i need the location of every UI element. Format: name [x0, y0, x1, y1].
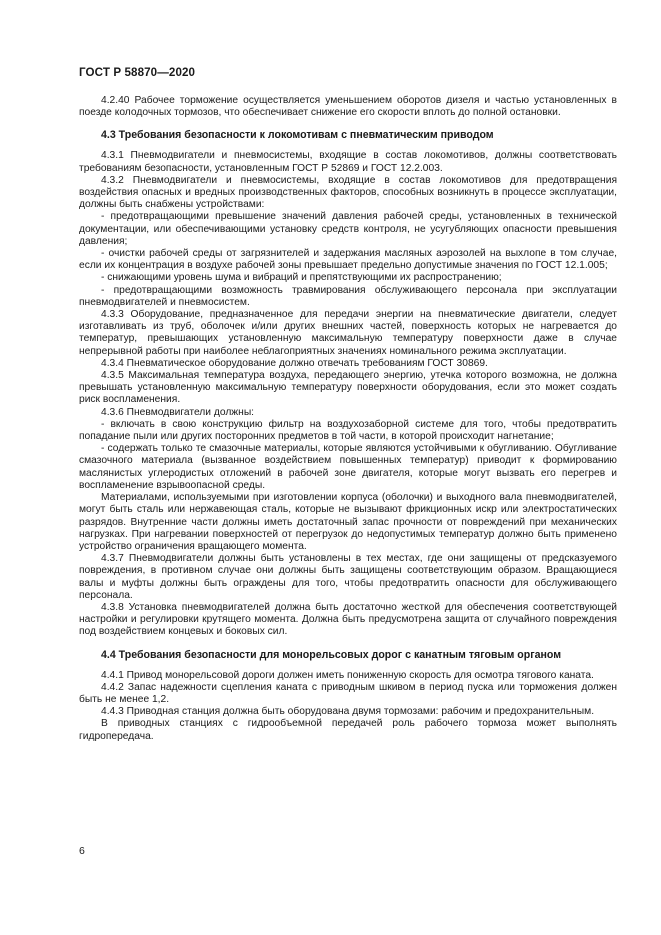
paragraph-4-3-2: 4.3.2 Пневмодвигатели и пневмосистемы, входящие в состав локомотивов для предотвращения воздействия опасных и вредных производственных факторов, способных возникнуть в процессе эксплуатации, должны быть снабжены устройствами:: [79, 174, 617, 211]
list-item: - предотвращающими превышение значений давления рабочей среды, установленных в технической документации, или обеспечивающими установку средств контроля, не усугубляющих опасности превышения давления;: [79, 211, 617, 247]
paragraph-4-3-8: 4.3.8 Установка пневмодвигателей должна быть достаточно жесткой для обеспечения соответствующей настройки и регулировки крутящего момента. Должна быть предусмотрена защита от случайного повреждения под воздействием концевых и боковых сил.: [79, 601, 617, 638]
paragraph-4-4-1: 4.4.1 Привод монорельсовой дороги должен иметь пониженную скорость для осмотра тягового каната.: [101, 669, 594, 681]
paragraph-4-3-7: 4.3.7 Пневмодвигатели должны быть установлены в тех местах, где они защищены от предсказуемого повреждения, в противном случае они должны быть защищены соответствующим образом. Вращающиеся валы и муфты должны быть ограждены для того, чтобы предотвратить опасности для обслуживающего персонала.: [79, 553, 617, 601]
paragraph-hydro: В приводных станциях с гидрообъемной передачей роль рабочего тормоза может выполнять гидропередача.: [79, 718, 617, 742]
section-heading-4-4: 4.4 Требования безопасности для монорельсовых дорог с канатным тяговым органом: [101, 648, 562, 661]
list-item: - содержать только те смазочные материалы, которые являются устойчивыми к обугливанию. Обугливание смазочного материала (вызванное воздействием повышенных температур) приводит к формированию маслянистых углеродистых отложений в рабочей зоне двигателя, которые могут вызвать его перегрев и воспламенение взрывоопасной среды.: [79, 443, 617, 491]
document-header: ГОСТ Р 58870—2020: [79, 66, 196, 79]
document-body: [79, 95, 617, 743]
list-item: - очистки рабочей среды от загрязнителей и задержания масляных аэрозолей на выхлопе в том случае, если их концентрация в воздухе рабочей зоны превышает предельно допустимые значения по ГОСТ 12.1.005;: [79, 248, 617, 272]
list-item: - предотвращающими возможность травмирования обслуживающего персонала при эксплуатации пневмодвигателей и пневмосистем.: [79, 284, 617, 308]
paragraph-4-3-6: 4.3.6 Пневмодвигатели должны:: [101, 406, 255, 418]
paragraph-4-3-5: 4.3.5 Максимальная температура воздуха, передающего энергию, утечка которого возможна, не должна превышать установленную максимальную температуру поверхности оборудования, если это может создать риск воспламенения.: [79, 370, 617, 406]
paragraph-4-3-1: 4.3.1 Пневмодвигатели и пневмосистемы, входящие в состав локомотивов, должны соответствовать требованиям безопасности, установленным ГОСТ Р 52869 и ГОСТ 12.2.003.: [79, 150, 617, 174]
paragraph-4-3-3: 4.3.3 Оборудование, предназначенное для передачи энергии на пневматические двигатели, следует изготавливать из труб, оболочек и/или других внешних частей, поверхность которых не нагревается до температур, превышающих установленную максимальную температуру поверхности даже в случае непрерывной работы при наиболее неблагоприятных значениях номинального режима эксплуатации.: [79, 309, 617, 357]
section-heading-4-3: 4.3 Требования безопасности к локомотивам с пневматическим приводом: [101, 129, 494, 142]
paragraph-materials: Материалами, используемыми при изготовлении корпуса (оболочки) и выходного вала пневмодвигателей, могут быть сталь или нержавеющая сталь, которые не вызывают фрикционных искр или электростатических разрядов. Внутренние части должны иметь достаточный запас прочности от повреждений при механических нагрузках. При нагревании поверхностей от перегрузок до недопустимых температур должно быть применено устройство ограничения вращающего момента.: [79, 492, 617, 552]
paragraph-4-4-2: 4.4.2 Запас надежности сцепления каната с приводным шкивом в период пуска или торможения должен быть не менее 1,2.: [79, 681, 617, 705]
list-item: - включать в свою конструкцию фильтр на воздухозаборной системе для того, чтобы предотвратить попадание пыли или других посторонних предметов в той части, в которой происходит нагнетание;: [79, 418, 617, 443]
paragraph-4-3-4: 4.3.4 Пневматическое оборудование должно отвечать требованиям ГОСТ 30869.: [101, 357, 488, 369]
paragraph-4-2-40: 4.2.40 Рабочее торможение осуществляется уменьшением оборотов дизеля и частью установленных в поезде колодочных тормозов, что обеспечивает снижение его скорости вплоть до полной остановки.: [79, 95, 617, 119]
list-item: - снижающими уровень шума и вибраций и препятствующими их распространению;: [101, 272, 502, 284]
paragraph-4-4-3: 4.4.3 Приводная станция должна быть оборудована двумя тормозами: рабочим и предохранительным.: [101, 706, 595, 718]
page-number: 6: [79, 845, 85, 857]
